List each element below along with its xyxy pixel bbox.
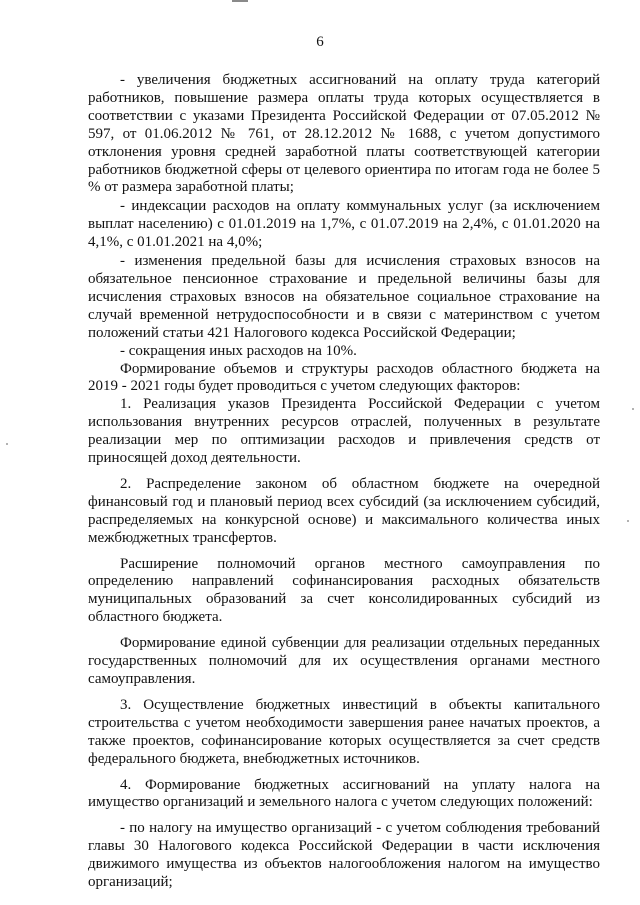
page-number: 6 — [316, 34, 324, 50]
scan-speck — [627, 520, 629, 522]
scan-speck — [632, 408, 634, 410]
paragraph-insurance-base: - изменения предельной базы для исчисления страховых взносов на обязательное пенсионное страхование и предельной величины базы для исчисления страховых взносов на обязательное социальное страхование на случай временной нетрудоспособности и в связи с материнством с учетом положений статьи 421 Налогового кодекса Российской Федерации; — [88, 253, 600, 341]
paragraph-property-tax: - по налогу на имущество организаций - с учетом соблюдения требований главы 30 Налогового кодекса Российской Федерации в части исключения движимого имущества из объектов налогообложения налогом на имущество организаций; — [88, 820, 600, 891]
paragraph-factor-2: 2. Распределение законом об областном бюджете на очередной финансовый год и плановый период всех субсидий (за исключением субсидий, распределяемых на конкурсной основе) и максимального количества иных межбюджетных трансфертов. — [88, 475, 600, 546]
paragraph-salary-increase: - увеличения бюджетных ассигнований на оплату труда категорий работников, повышение размера оплаты труда которых осуществляется в соответствии с указами Президента Российской Федерации от 07.05.2012 № 597, от 01.06.2012 № 761, от 28.12.2012 № 1688, с учетом допустимого отклонения уровня средней заработной платы соответствующей категории работников бюджетной сферы от целевого ориентира по итогам года не более 5 % от размера заработной платы; — [88, 72, 600, 196]
paragraph-municipal-powers: Расширение полномочий органов местного самоуправления по определению направлений софинансирования расходных обязательств муниципальных образований за счет консолидированных субсидий из областного бюджета. — [88, 555, 600, 626]
paragraph-factor-3: 3. Осуществление бюджетных инвестиций в объекты капитального строительства с учетом необходимости завершения ранее начатых проектов, а также проектов, софинансирование которых осуществляется за счет средств федерального бюджета, внебюджетных источников. — [88, 696, 600, 767]
paragraph-factor-1: 1. Реализация указов Президента Российской Федерации с учетом использования внутренних ресурсов отраслей, полученных в результате реализации мер по оптимизации расходов и привлечения средств от приносящей доход деятельности. — [88, 396, 600, 467]
paragraph-utilities-indexation: - индексации расходов на оплату коммунальных услуг (за исключением выплат населению) с 01.01.2019 на 1,7%, с 01.07.2019 на 2,4%, с 01.01.2020 на 4,1%, с 01.01.2021 на 4,0%; — [88, 198, 600, 251]
paragraph-other-expenses: - сокращения иных расходов на 10%. — [120, 342, 357, 359]
paragraph-factor-4: 4. Формирование бюджетных ассигнований на уплату налога на имущество организаций и земельного налога с учетом следующих положений: — [88, 776, 600, 811]
scan-mark — [232, 0, 248, 2]
document-body — [88, 72, 600, 892]
paragraph-budget-factors-intro: Формирование объемов и структуры расходов областного бюджета на 2019 - 2021 годы будет проводиться с учетом следующих факторов: — [88, 360, 600, 395]
scan-speck — [6, 443, 8, 445]
paragraph-single-subvention: Формирование единой субвенции для реализации отдельных переданных государственных полномочий для их осуществления органами местного самоуправления. — [88, 635, 600, 687]
